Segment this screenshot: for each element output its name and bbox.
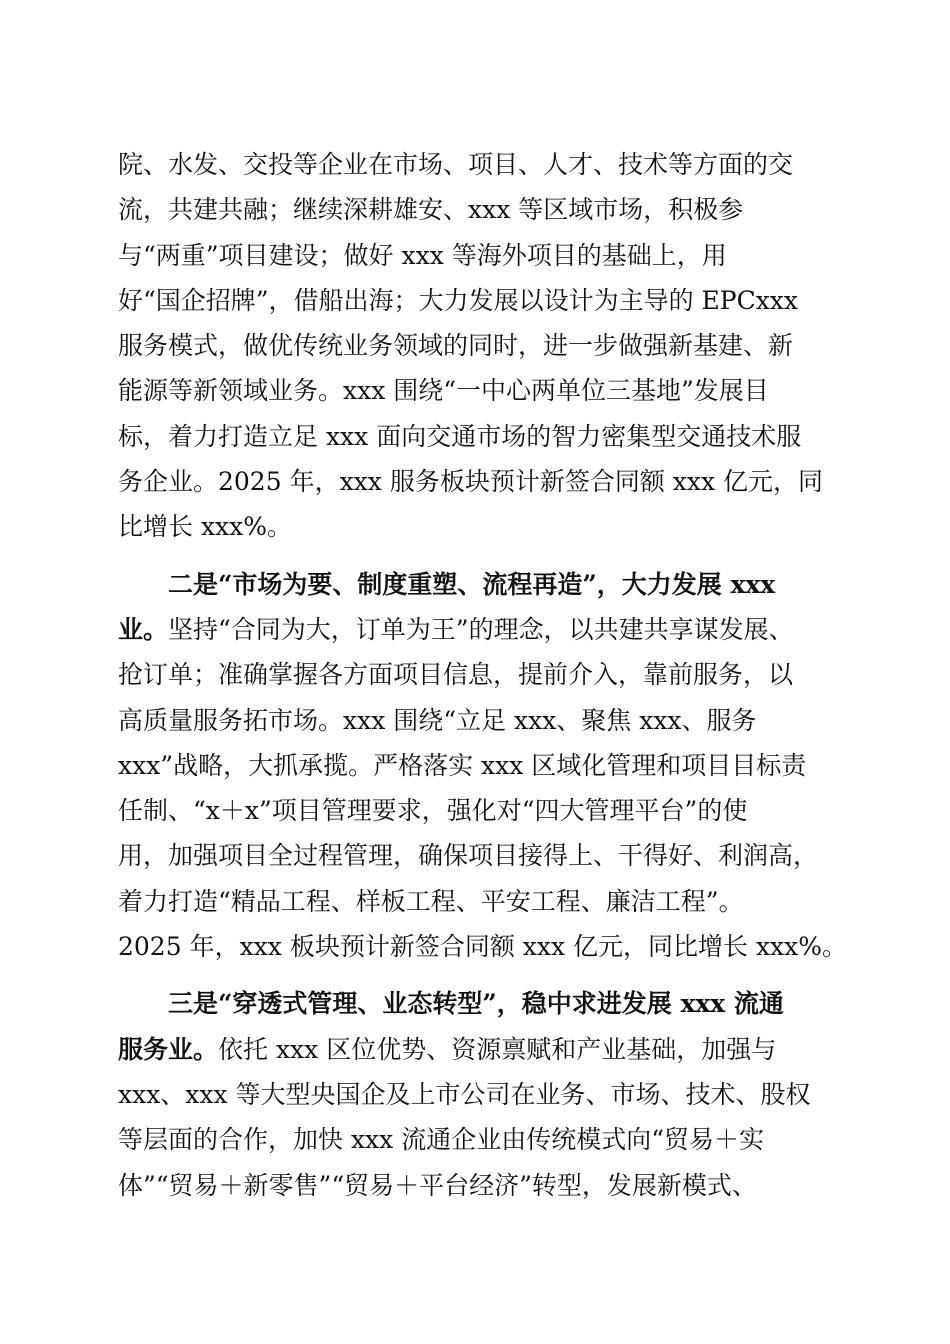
text-line: 比增长 xxx%。	[118, 512, 292, 542]
text-line: 与“两重”项目建设；做好 xxx 等海外项目的基础上，用	[118, 240, 727, 270]
text-line	[118, 607, 830, 652]
paragraph-1	[118, 142, 830, 550]
text-line: 任制、“x＋x”项目管理要求，强化对“四大管理平台”的使	[118, 796, 748, 826]
text-line: 等层面的合作，加快 xxx 流通企业由传统模式向“贸易＋实	[118, 1125, 764, 1155]
text-line: 服务模式，做优传统业务领域的同时，进一步做强新基建、新	[118, 331, 794, 361]
text-line: 务企业。2025 年，xxx 服务板块预计新签合同额 xxx 亿元，同	[118, 467, 824, 497]
text-line: 标，着力打造立足 xxx 面向交通市场的智力密集型交通技术服	[118, 421, 802, 451]
paragraph-3	[118, 981, 830, 1207]
text-line: 着力打造“精品工程、样板工程、平安工程、廉洁工程”。	[118, 886, 744, 916]
text-line: xxx、xxx 等大型央国企及上市公司在业务、市场、技术、股权	[118, 1079, 811, 1109]
paragraph-2	[118, 562, 848, 970]
text-line: 用，加强项目全过程管理，确保项目接得上、干得好、利润高，	[118, 841, 819, 871]
paragraph-heading: 二是“市场为要、制度重塑、流程再造”，大力发展 xxx	[168, 569, 776, 599]
paragraph-heading-cont: 服务业。	[118, 1034, 219, 1064]
paragraph-spacer	[118, 969, 830, 981]
text-line: xxx”战略，大抓承揽。严格落实 xxx 区域化管理和项目目标责	[118, 750, 807, 780]
document-body	[118, 142, 848, 1208]
text-line-rest: 依托 xxx 区位优势、资源禀赋和产业基础，加强与	[218, 1034, 777, 1064]
text-line: 流，共建共融；继续深耕雄安、xxx 等区域市场，积极参	[118, 195, 744, 225]
paragraph-heading: 三是“穿透式管理、业态转型”，稳中求进发展 xxx 流通	[168, 989, 784, 1019]
text-line	[118, 1027, 830, 1072]
text-line: 院、水发、交投等企业在市场、项目、人才、技术等方面的交	[118, 150, 794, 179]
text-line: 高质量服务拓市场。xxx 围绕“立足 xxx、聚焦 xxx、服务	[118, 705, 757, 735]
paragraph-heading-cont: 业。	[118, 614, 169, 644]
text-line: 能源等新领域业务。xxx 围绕“一中心两单位三基地”发展目	[118, 376, 769, 406]
text-line: 抢订单；准确掌握各方面项目信息，提前介入，靠前服务，以	[118, 660, 794, 690]
paragraph-spacer	[118, 550, 830, 562]
text-line-rest: 坚持“合同为大，订单为王”的理念，以共建共享谋发展、	[168, 614, 794, 644]
text-line: 体”“贸易＋新零售”“贸易＋平台经济”转型，发展新模式、	[118, 1170, 757, 1200]
text-line: 好“国企招牌”，借船出海；大力发展以设计为主导的 EPCxxx	[118, 285, 799, 315]
text-line: 2025 年，xxx 板块预计新签合同额 xxx 亿元，同比增长 xxx%。	[118, 932, 848, 962]
